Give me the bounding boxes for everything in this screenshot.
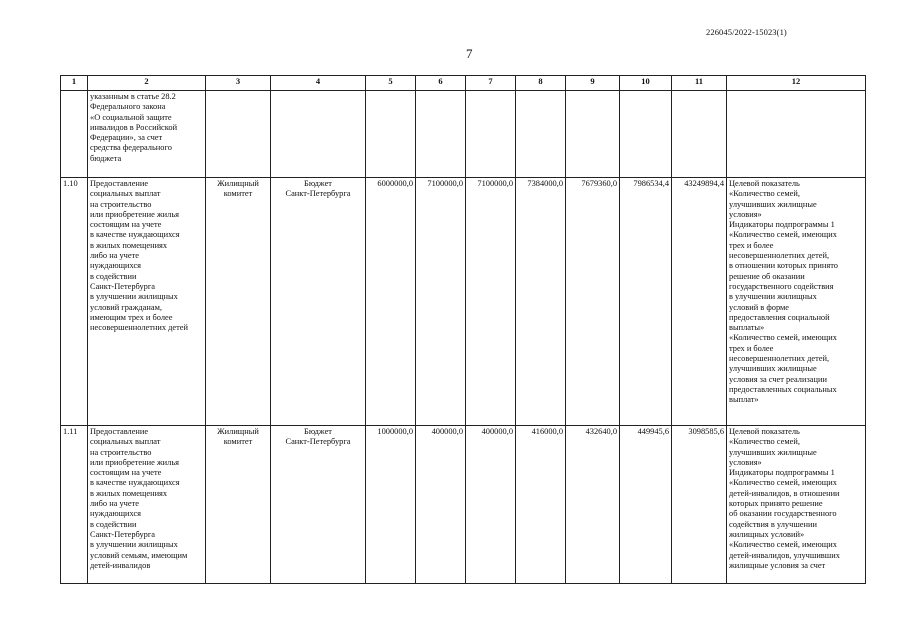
col-header-6: 6 [416,76,466,91]
row-number: 1.11 [61,426,88,584]
program-table [60,75,866,584]
amount-col-10 [620,91,672,178]
row-number [61,91,88,178]
indicators: Целевой показатель «Количество семей, улучшивших жилищные условия» Индикаторы подпрограммы 1 «Количество семей, имеющих трех и более несовершеннолетних детей, в отношении которых принято решение об оказании государственного содействия в улучшении жилищных условий в форме предоставления социальной выплаты» «Количество семей, имеющих трех и более несовершеннолетних детей, улучшивших жилищные условия за счет реализации предоставленных социальных выплат» [727,178,866,426]
col-header-7: 7 [466,76,516,91]
funding-source [271,91,366,178]
col-header-2: 2 [88,76,206,91]
amount-col-10: 449945,6 [620,426,672,584]
activity-name: указанным в статье 28.2 Федерального закона «О социальной защите инвалидов в Российской Федерации», за счет средства федерального бюджета [88,91,206,178]
amount-col-8: 7384000,0 [516,178,566,426]
amount-col-7 [466,91,516,178]
indicators: Целевой показатель «Количество семей, улучшивших жилищные условия» Индикаторы подпрограммы 1 «Количество семей, имеющих детей-инвалидов, в отношении которых принято решение об оказании государственного содействия в улучшении жилищных условий» «Количество семей, имеющих детей-инвалидов, улучшивших жилищные условия за счет [727,426,866,584]
header-row [61,76,866,91]
activity-name: Предоставление социальных выплат на строительство или приобретение жилья состоящим на учете в качестве нуждающихся в жилых помещениях либо на учете нуждающихся в содействии Санкт-Петербурга в улучшении жилищных условий семьям, имеющим детей-инвалидов [88,426,206,584]
amount-col-6 [416,91,466,178]
executor: Жилищный комитет [206,426,271,584]
page-number: 7 [466,46,473,61]
amount-total: 3098585,6 [672,426,727,584]
col-header-11: 11 [672,76,727,91]
indicators [727,91,866,178]
amount-col-7: 7100000,0 [466,178,516,426]
executor: Жилищный комитет [206,178,271,426]
amount-col-5: 1000000,0 [366,426,416,584]
amount-col-8 [516,91,566,178]
amount-col-9: 7679360,0 [566,178,620,426]
col-header-12: 12 [727,76,866,91]
funding-source: Бюджет Санкт-Петербурга [271,426,366,584]
amount-col-7: 400000,0 [466,426,516,584]
col-header-3: 3 [206,76,271,91]
col-header-5: 5 [366,76,416,91]
executor [206,91,271,178]
table-row [61,178,866,426]
amount-col-9 [566,91,620,178]
table-row [61,91,866,178]
col-header-8: 8 [516,76,566,91]
table-row [61,426,866,584]
amount-total [672,91,727,178]
amount-col-6: 7100000,0 [416,178,466,426]
amount-col-5: 6000000,0 [366,178,416,426]
activity-name: Предоставление социальных выплат на строительство или приобретение жилья состоящим на учете в качестве нуждающихся в жилых помещениях либо на учете нуждающихся в содействии Санкт-Петербурга в улучшении жилищных условий гражданам, имеющим трех и более несовершеннолетних детей [88,178,206,426]
col-header-4: 4 [271,76,366,91]
amount-col-5 [366,91,416,178]
amount-col-9: 432640,0 [566,426,620,584]
amount-col-10: 7986534,4 [620,178,672,426]
col-header-1: 1 [61,76,88,91]
amount-total: 43249894,4 [672,178,727,426]
amount-col-6: 400000,0 [416,426,466,584]
amount-col-8: 416000,0 [516,426,566,584]
row-number: 1.10 [61,178,88,426]
document-number: 226045/2022-15023(1) [706,27,787,37]
funding-source: Бюджет Санкт-Петербурга [271,178,366,426]
col-header-9: 9 [566,76,620,91]
col-header-10: 10 [620,76,672,91]
